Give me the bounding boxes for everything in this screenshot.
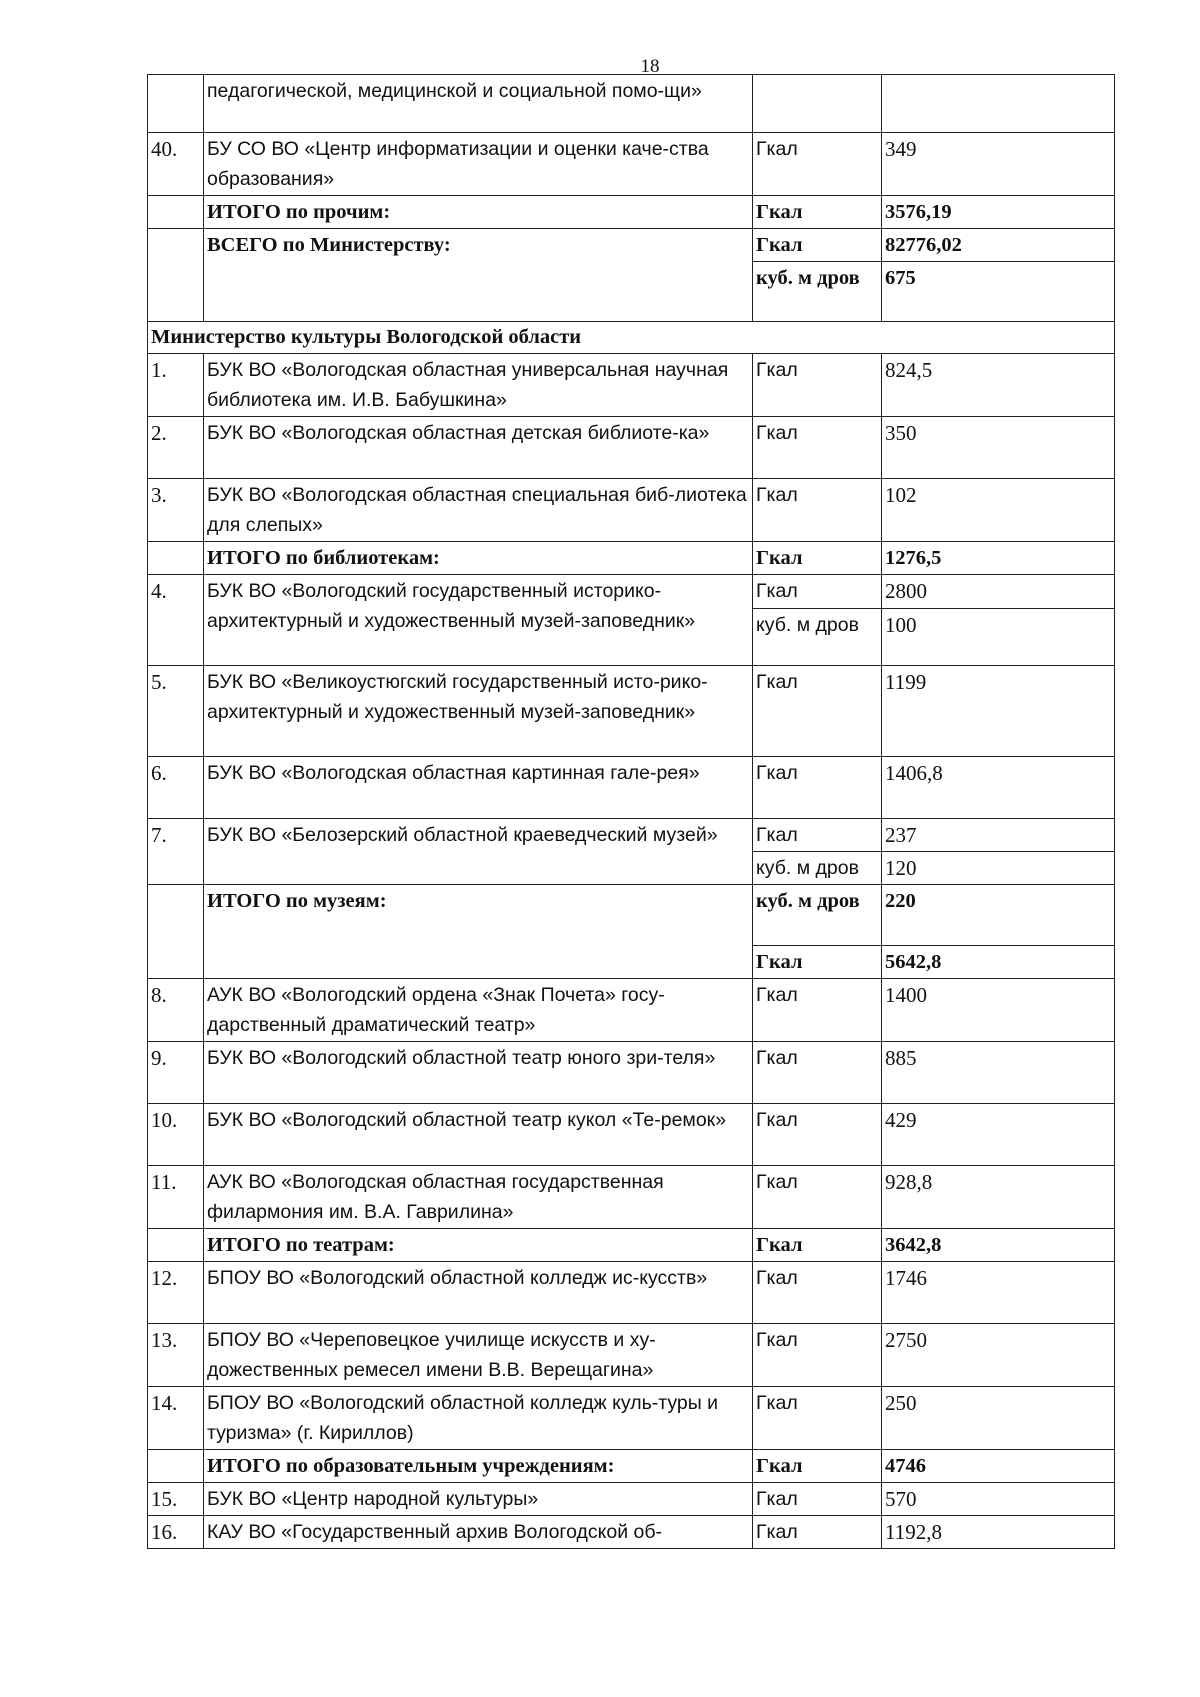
row-number: 6. bbox=[148, 757, 204, 819]
unit: Гкал bbox=[753, 1516, 882, 1549]
unit: Гкал bbox=[753, 575, 882, 609]
value: 250 bbox=[882, 1387, 1115, 1450]
row-number bbox=[148, 1229, 204, 1262]
table-row bbox=[148, 666, 1115, 757]
unit bbox=[753, 75, 882, 133]
row-number: 16. bbox=[148, 1516, 204, 1549]
subtotal-row bbox=[148, 1229, 1115, 1262]
organization-name: БУК ВО «Вологодский областной театр кукол «Те-ремок» bbox=[204, 1104, 753, 1166]
value: 1406,8 bbox=[882, 757, 1115, 819]
row-number bbox=[148, 75, 204, 133]
consumption-table bbox=[147, 74, 1115, 1549]
subtotal-label: ИТОГО по прочим: bbox=[204, 196, 753, 229]
unit: Гкал bbox=[753, 479, 882, 542]
value: 2750 bbox=[882, 1324, 1115, 1387]
unit: Гкал bbox=[753, 757, 882, 819]
row-number: 1. bbox=[148, 354, 204, 417]
organization-name: БУК ВО «Белозерский областной краеведческий музей» bbox=[204, 819, 753, 885]
unit: Гкал bbox=[753, 1042, 882, 1104]
value: 3642,8 bbox=[882, 1229, 1115, 1262]
unit: Гкал bbox=[753, 1166, 882, 1229]
table-row bbox=[148, 1262, 1115, 1324]
subtotal-row bbox=[148, 196, 1115, 229]
unit: куб. м дров bbox=[753, 609, 882, 666]
total-label: ВСЕГО по Министерству: bbox=[204, 229, 753, 322]
row-number bbox=[148, 196, 204, 229]
subtotal-label: ИТОГО по музеям: bbox=[204, 885, 753, 979]
row-number: 4. bbox=[148, 575, 204, 666]
organization-name: БУК ВО «Вологодская областная специальная биб-лиотека для слепых» bbox=[204, 479, 753, 542]
unit: Гкал bbox=[753, 979, 882, 1042]
unit: Гкал bbox=[753, 542, 882, 575]
organization-name: АУК ВО «Вологодский ордена «Знак Почета» госу-дарственный драматический театр» bbox=[204, 979, 753, 1042]
row-number: 7. bbox=[148, 819, 204, 885]
row-number bbox=[148, 885, 204, 979]
value bbox=[882, 75, 1115, 133]
organization-name: КАУ ВО «Государственный архив Вологодской об- bbox=[204, 1516, 753, 1549]
unit: Гкал bbox=[753, 229, 882, 262]
value: 675 bbox=[882, 262, 1115, 322]
table-row bbox=[148, 575, 1115, 609]
row-number: 11. bbox=[148, 1166, 204, 1229]
value: 349 bbox=[882, 133, 1115, 196]
value: 2800 bbox=[882, 575, 1115, 609]
unit: куб. м дров bbox=[753, 262, 882, 322]
unit: куб. м дров bbox=[753, 852, 882, 885]
table-row bbox=[148, 417, 1115, 479]
table-row bbox=[148, 133, 1115, 196]
unit: Гкал bbox=[753, 1262, 882, 1324]
unit: Гкал bbox=[753, 1229, 882, 1262]
table-row bbox=[148, 1387, 1115, 1450]
section-row bbox=[148, 322, 1115, 354]
value: 1276,5 bbox=[882, 542, 1115, 575]
subtotal-row bbox=[148, 1450, 1115, 1483]
table-row bbox=[148, 1324, 1115, 1387]
value: 350 bbox=[882, 417, 1115, 479]
organization-name: БУ СО ВО «Центр информатизации и оценки каче-ства образования» bbox=[204, 133, 753, 196]
row-number: 9. bbox=[148, 1042, 204, 1104]
subtotal-label: ИТОГО по образовательным учреждениям: bbox=[204, 1450, 753, 1483]
organization-name: АУК ВО «Вологодская областная государственная филармония им. В.А. Гаврилина» bbox=[204, 1166, 753, 1229]
value: 1199 bbox=[882, 666, 1115, 757]
section-title: Министерство культуры Вологодской области bbox=[148, 322, 1115, 354]
subtotal-label: ИТОГО по библиотекам: bbox=[204, 542, 753, 575]
value: 570 bbox=[882, 1483, 1115, 1516]
row-number: 14. bbox=[148, 1387, 204, 1450]
table-row bbox=[148, 1042, 1115, 1104]
page-number: 18 bbox=[640, 56, 660, 77]
organization-name: БПОУ ВО «Вологодский областной колледж куль-туры и туризма» (г. Кириллов) bbox=[204, 1387, 753, 1450]
unit: Гкал bbox=[753, 133, 882, 196]
value: 4746 bbox=[882, 1450, 1115, 1483]
value: 824,5 bbox=[882, 354, 1115, 417]
row-number: 3. bbox=[148, 479, 204, 542]
organization-name: БУК ВО «Вологодская областная универсальная научная библиотека им. И.В. Бабушкина» bbox=[204, 354, 753, 417]
organization-name: БУК ВО «Вологодская областная картинная гале-рея» bbox=[204, 757, 753, 819]
table-row bbox=[148, 979, 1115, 1042]
organization-name: БУК ВО «Вологодская областная детская библиоте-ка» bbox=[204, 417, 753, 479]
unit: Гкал bbox=[753, 1387, 882, 1450]
table-row bbox=[148, 479, 1115, 542]
unit: Гкал bbox=[753, 196, 882, 229]
organization-name: БПОУ ВО «Вологодский областной колледж ис-кусств» bbox=[204, 1262, 753, 1324]
organization-name: педагогической, медицинской и социальной помо-щи» bbox=[204, 75, 753, 133]
row-number: 5. bbox=[148, 666, 204, 757]
total-row bbox=[148, 229, 1115, 262]
value: 1400 bbox=[882, 979, 1115, 1042]
table-row bbox=[148, 757, 1115, 819]
row-number: 13. bbox=[148, 1324, 204, 1387]
unit: Гкал bbox=[753, 417, 882, 479]
table-row bbox=[148, 819, 1115, 852]
row-number bbox=[148, 229, 204, 322]
unit: Гкал bbox=[753, 1104, 882, 1166]
unit: Гкал bbox=[753, 1450, 882, 1483]
table-row bbox=[148, 1166, 1115, 1229]
organization-name: БУК ВО «Великоустюгский государственный исто-рико-архитектурный и художественный музей-заповедник» bbox=[204, 666, 753, 757]
row-number: 15. bbox=[148, 1483, 204, 1516]
row-number: 8. bbox=[148, 979, 204, 1042]
value: 5642,8 bbox=[882, 946, 1115, 979]
value: 1192,8 bbox=[882, 1516, 1115, 1549]
value: 102 bbox=[882, 479, 1115, 542]
unit: Гкал bbox=[753, 1483, 882, 1516]
value: 100 bbox=[882, 609, 1115, 666]
value: 220 bbox=[882, 885, 1115, 946]
value: 885 bbox=[882, 1042, 1115, 1104]
value: 1746 bbox=[882, 1262, 1115, 1324]
unit: Гкал bbox=[753, 946, 882, 979]
row-number bbox=[148, 542, 204, 575]
row-number: 12. bbox=[148, 1262, 204, 1324]
unit: Гкал bbox=[753, 354, 882, 417]
row-number: 10. bbox=[148, 1104, 204, 1166]
subtotal-row bbox=[148, 542, 1115, 575]
value: 82776,02 bbox=[882, 229, 1115, 262]
unit: Гкал bbox=[753, 1324, 882, 1387]
organization-name: БУК ВО «Вологодский государственный историко-архитектурный и художественный музей-заповедник» bbox=[204, 575, 753, 666]
table-row bbox=[148, 354, 1115, 417]
unit: куб. м дров bbox=[753, 885, 882, 946]
unit: Гкал bbox=[753, 666, 882, 757]
unit: Гкал bbox=[753, 819, 882, 852]
value: 237 bbox=[882, 819, 1115, 852]
table-row bbox=[148, 1516, 1115, 1549]
subtotal-row bbox=[148, 885, 1115, 946]
value: 429 bbox=[882, 1104, 1115, 1166]
table-row bbox=[148, 75, 1115, 133]
organization-name: БУК ВО «Вологодский областной театр юного зри-теля» bbox=[204, 1042, 753, 1104]
value: 3576,19 bbox=[882, 196, 1115, 229]
organization-name: БУК ВО «Центр народной культуры» bbox=[204, 1483, 753, 1516]
value: 120 bbox=[882, 852, 1115, 885]
row-number bbox=[148, 1450, 204, 1483]
value: 928,8 bbox=[882, 1166, 1115, 1229]
table-row bbox=[148, 1104, 1115, 1166]
subtotal-label: ИТОГО по театрам: bbox=[204, 1229, 753, 1262]
table-row bbox=[148, 1483, 1115, 1516]
row-number: 40. bbox=[148, 133, 204, 196]
organization-name: БПОУ ВО «Череповецкое училище искусств и ху-дожественных ремесел имени В.В. Верещагина» bbox=[204, 1324, 753, 1387]
row-number: 2. bbox=[148, 417, 204, 479]
